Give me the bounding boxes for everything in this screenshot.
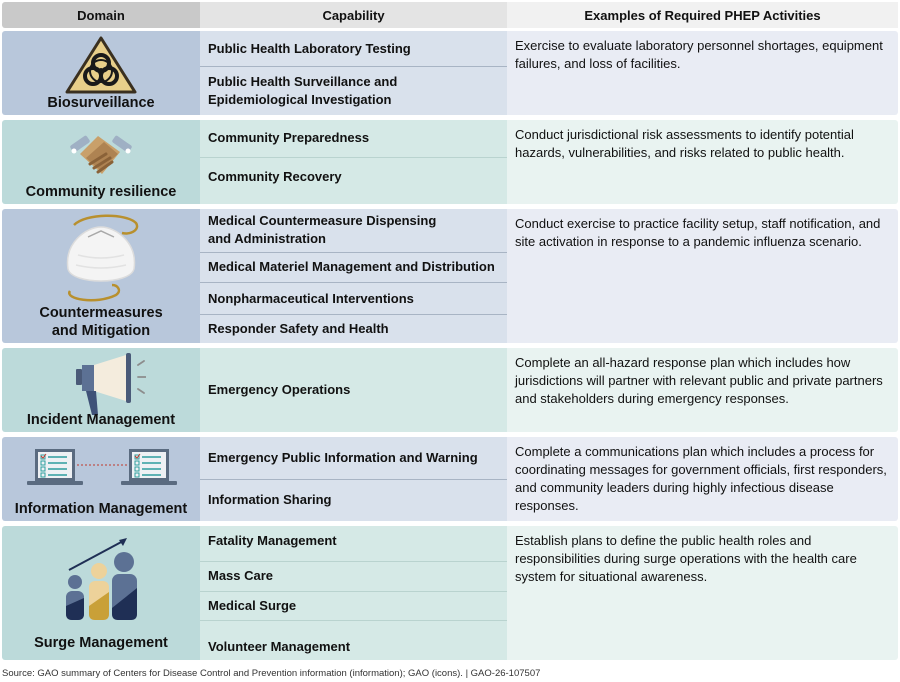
capability-item: Emergency Public Information and Warning: [200, 437, 507, 480]
table-row-countermeasures: [2, 209, 898, 343]
capability-item: Medical Surge: [200, 592, 507, 622]
example-cell: Complete a communications plan which includes a process for coordinating messages for government officials, first responders, and community leaders during highly infectious disease responses.: [507, 437, 898, 521]
example-cell: Complete an all-hazard response plan which includes how jurisdictions will partner with relevant public and private partners and stakeholders during emergency responses.: [507, 348, 898, 432]
domain-label-text: Countermeasures and Mitigation: [39, 305, 163, 339]
header-capability: Capability: [200, 2, 507, 28]
capabilities-cell: [200, 437, 507, 521]
capabilities-cell: [200, 526, 507, 660]
domain-label: Information Management: [14, 501, 188, 517]
example-cell: Conduct jurisdictional risk assessments to identify potential hazards, vulnerabilities, and risks related to public health.: [507, 120, 898, 204]
capability-item: Emergency Operations: [208, 382, 351, 397]
capability-item: Information Sharing: [208, 492, 332, 508]
capabilities-cell: [200, 31, 507, 115]
capabilities-cell: [200, 209, 507, 343]
table-row-incident-management: [2, 348, 898, 432]
capabilities-cell: [200, 348, 507, 432]
domain-label: Surge Management: [34, 635, 168, 651]
table-row-biosurveillance: [2, 31, 898, 115]
domain-cell: [2, 31, 200, 115]
megaphone-icon: [2, 351, 200, 415]
source-note: Source: GAO summary of Centers for Disease Control and Prevention information (information); GAO (icons). | GAO-26-107507: [2, 668, 541, 679]
capability-item: Responder Safety and Health: [208, 321, 389, 337]
handshake-icon: [2, 124, 200, 184]
header-examples: Examples of Required PHEP Activities: [507, 2, 898, 28]
capability-item: Public Health Laboratory Testing: [200, 31, 507, 67]
example-cell: Establish plans to define the public health roles and responsibilities during surge operations with the health care system for situational awareness.: [507, 526, 898, 660]
biohazard-icon: [2, 35, 200, 95]
domain-cell: [2, 120, 200, 204]
table-row-surge-management: [2, 526, 898, 660]
capability-item: Volunteer Management: [208, 639, 351, 655]
capability-item: [200, 67, 507, 115]
capability-item: [200, 209, 507, 253]
capability-item: Mass Care: [200, 562, 507, 592]
capability-item: Nonpharmaceutical Interventions: [200, 283, 507, 315]
header-domain: Domain: [2, 2, 200, 28]
domain-label: Biosurveillance: [47, 95, 155, 111]
capability-item: Community Recovery: [208, 168, 342, 184]
people-growth-icon: [2, 534, 200, 624]
domain-cell: [2, 526, 200, 660]
table-row-information-management: [2, 437, 898, 521]
capability-item: Medical Materiel Management and Distribution: [200, 253, 507, 283]
example-cell: Exercise to evaluate laboratory personnel shortages, equipment failures, and loss of facilities.: [507, 31, 898, 115]
table-row-community-resilience: [2, 120, 898, 204]
capability-text: Public Health Surveillance and Epidemiological Investigation: [208, 74, 398, 108]
capability-item: Community Preparedness: [200, 120, 507, 158]
capability-text: Medical Countermeasure Dispensing and Administration: [208, 213, 437, 247]
domain-label: Community resilience: [25, 184, 177, 200]
domain-label: Incident Management: [26, 412, 176, 428]
face-mask-icon: [2, 213, 200, 303]
capabilities-cell: [200, 120, 507, 204]
connected-laptops-icon: [2, 447, 200, 491]
capability-item: Fatality Management: [200, 526, 507, 562]
example-cell: Conduct exercise to practice facility setup, staff notification, and site activation in response to a pandemic influenza scenario.: [507, 209, 898, 343]
domain-cell: [2, 209, 200, 343]
domain-cell: [2, 437, 200, 521]
domain-cell: [2, 348, 200, 432]
domain-label: [2, 304, 200, 340]
